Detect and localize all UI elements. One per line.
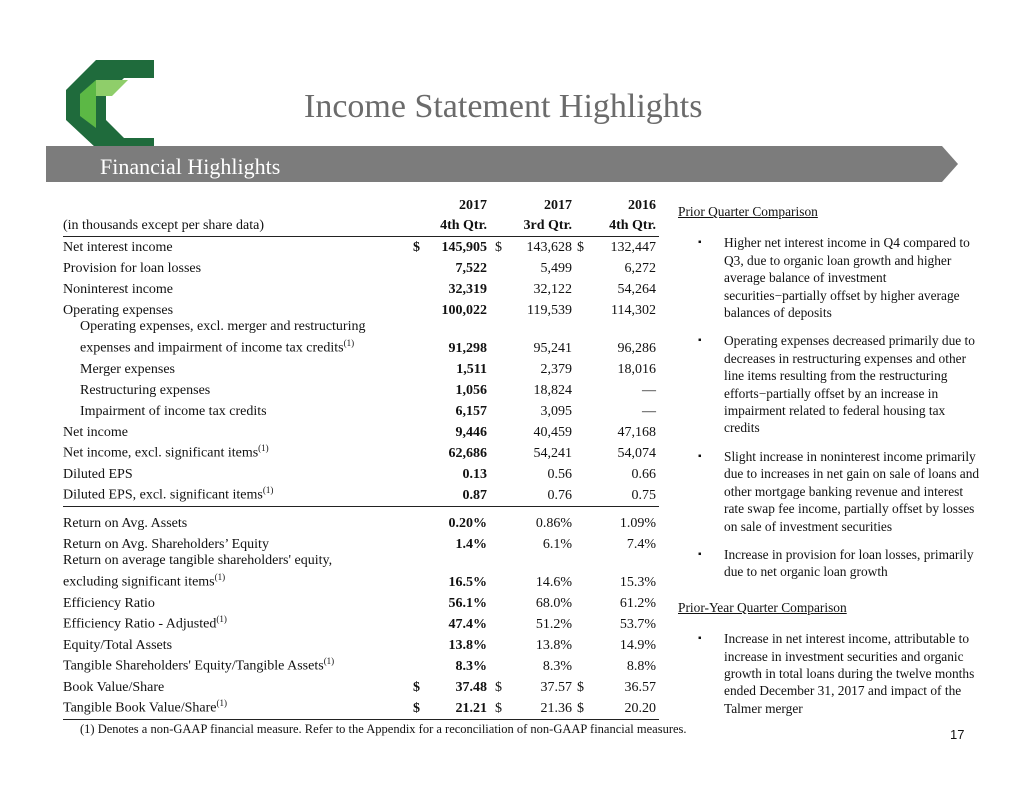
cell-value: 56.1% bbox=[448, 596, 487, 611]
row-label-text: Diluted EPS, excl. significant items bbox=[63, 488, 263, 503]
footnote-marker: (1) bbox=[216, 614, 227, 625]
footnote-marker: (1) bbox=[214, 572, 226, 583]
row-label-text: Efficiency Ratio - Adjusted bbox=[63, 617, 217, 632]
column-period: 4th Qtr. bbox=[609, 218, 656, 233]
cell-value: 1,511 bbox=[456, 362, 487, 377]
row-label bbox=[63, 552, 332, 591]
cell-value: 13.8% bbox=[535, 638, 572, 653]
bullet-text: Increase in net interest income, attributable to increase in investment securities and organic growth in total loans during the twelve months ended December 31, 2017 and impact of the Talmer merger bbox=[724, 631, 975, 716]
row-label: Noninterest income bbox=[63, 282, 174, 297]
row-label: Book Value/Share bbox=[63, 680, 165, 695]
cell-value: 32,122 bbox=[533, 282, 572, 297]
list-item bbox=[678, 448, 982, 535]
section-banner-title: Financial Highlights bbox=[100, 154, 281, 179]
cell-value: 40,459 bbox=[533, 425, 572, 440]
cell-value: 2,379 bbox=[540, 362, 572, 377]
table-row bbox=[63, 279, 659, 300]
table-row bbox=[63, 513, 659, 534]
row-label-text: Net income, excl. significant items bbox=[63, 446, 259, 461]
cell-value: 0.87 bbox=[462, 488, 487, 503]
currency-symbol: $ bbox=[577, 240, 584, 255]
prior-year-heading: Prior-Year Quarter Comparison bbox=[678, 599, 847, 615]
units-label: (in thousands except per share data) bbox=[63, 218, 264, 233]
currency-symbol: $ bbox=[413, 240, 420, 255]
cell-value: 8.8% bbox=[626, 659, 656, 674]
cell-value: 0.86% bbox=[535, 516, 572, 531]
cell-value: 96,286 bbox=[617, 341, 656, 356]
footnote-marker: (1) bbox=[262, 485, 274, 496]
cell-value: 37.48 bbox=[455, 680, 487, 695]
table-row bbox=[63, 359, 659, 380]
cell-value: 16.5% bbox=[448, 575, 487, 590]
row-label-line: Return on average tangible shareholders' equity, bbox=[63, 553, 333, 569]
cell-value: 37.57 bbox=[540, 680, 572, 695]
cell-value: — bbox=[642, 404, 656, 419]
page-number: 17 bbox=[950, 727, 965, 742]
cell-value: 0.20% bbox=[448, 516, 487, 531]
cell-value: 6,272 bbox=[624, 261, 656, 276]
cell-value: 95,241 bbox=[533, 341, 572, 356]
cell-value: — bbox=[642, 383, 656, 398]
cell-value: 15.3% bbox=[619, 575, 656, 590]
cell-value: 61.2% bbox=[619, 596, 656, 611]
bullet-icon: ▪ bbox=[698, 548, 702, 560]
table-row bbox=[63, 614, 659, 635]
table-header-periods bbox=[63, 216, 659, 237]
row-label-text: Tangible Book Value/Share bbox=[63, 701, 217, 716]
financial-highlights-table bbox=[63, 196, 659, 720]
cell-value: 47,168 bbox=[617, 425, 656, 440]
row-label bbox=[63, 482, 273, 504]
prior-quarter-heading: Prior Quarter Comparison bbox=[678, 204, 818, 219]
table-row bbox=[63, 485, 659, 507]
row-label bbox=[63, 653, 334, 675]
cell-value: 3,095 bbox=[540, 404, 572, 419]
row-label: Restructuring expenses bbox=[80, 383, 211, 398]
cell-value: 47.4% bbox=[448, 617, 487, 632]
cell-value: 6,157 bbox=[455, 404, 487, 419]
bullet-icon: ▪ bbox=[698, 633, 702, 645]
cell-value: 114,302 bbox=[611, 303, 656, 318]
row-label: Diluted EPS bbox=[63, 467, 133, 482]
cell-value: 0.66 bbox=[631, 467, 656, 482]
cell-value: 8.3% bbox=[542, 659, 572, 674]
row-label-line: expenses and impairment of income tax credits bbox=[80, 341, 344, 356]
table-row bbox=[63, 237, 659, 258]
row-label: Impairment of income tax credits bbox=[80, 404, 267, 419]
table-row bbox=[63, 321, 659, 359]
cell-value: 51.2% bbox=[535, 617, 572, 632]
row-label: Return on Avg. Assets bbox=[63, 516, 188, 531]
column-year: 2017 bbox=[544, 198, 572, 213]
cell-value: 13.8% bbox=[448, 638, 487, 653]
table-row bbox=[63, 656, 659, 677]
cell-value: 1,056 bbox=[455, 383, 487, 398]
row-label: Equity/Total Assets bbox=[63, 638, 173, 653]
row-label-line: Operating expenses, excl. merger and restructuring bbox=[80, 319, 366, 335]
cell-value: 5,499 bbox=[540, 261, 572, 276]
cell-value: 20.20 bbox=[624, 701, 656, 716]
cell-value: 0.75 bbox=[631, 488, 656, 503]
commentary-panel bbox=[678, 203, 982, 728]
column-period: 3rd Qtr. bbox=[523, 218, 572, 233]
row-label: Net income bbox=[63, 425, 128, 440]
cell-value: 1.09% bbox=[619, 516, 656, 531]
cell-value: 54,241 bbox=[533, 446, 572, 461]
column-period: 4th Qtr. bbox=[440, 218, 487, 233]
row-label: Net interest income bbox=[63, 240, 173, 255]
cell-value: 132,447 bbox=[610, 240, 656, 255]
cell-value: 21.21 bbox=[455, 701, 487, 716]
table-row bbox=[63, 401, 659, 422]
cell-value: 68.0% bbox=[535, 596, 572, 611]
cell-value: 91,298 bbox=[448, 341, 487, 356]
row-label: Merger expenses bbox=[80, 362, 175, 377]
cell-value: 6.1% bbox=[542, 537, 572, 552]
bullet-text: Operating expenses decreased primarily due to decreases in restructuring expenses and other line items resulting from the restructuring efforts−partially offset by an increase in impairment related to federal housing tax credits bbox=[724, 333, 975, 436]
footnote-marker: (1) bbox=[258, 443, 269, 454]
currency-symbol: $ bbox=[577, 680, 584, 695]
bullet-icon: ▪ bbox=[698, 335, 702, 347]
column-year: 2016 bbox=[628, 198, 656, 213]
cell-value: 0.56 bbox=[547, 467, 572, 482]
currency-symbol: $ bbox=[413, 680, 420, 695]
cell-value: 14.9% bbox=[619, 638, 656, 653]
table-row bbox=[63, 698, 659, 720]
row-label bbox=[63, 440, 269, 462]
currency-symbol: $ bbox=[495, 680, 502, 695]
column-year: 2017 bbox=[459, 198, 487, 213]
currency-symbol: $ bbox=[495, 240, 502, 255]
bullet-text: Slight increase in noninterest income primarily due to increases in net gain on sale of loans and other mortgage banking revenue and interest rate swap fee income, partially offset by losses on sale of investment securities bbox=[724, 448, 980, 534]
row-label: Provision for loan losses bbox=[63, 261, 202, 276]
bullet-text: Increase in provision for loan losses, primarily due to net organic loan growth bbox=[724, 546, 974, 580]
table-row bbox=[63, 258, 659, 279]
footnote-marker: (1) bbox=[216, 698, 228, 709]
row-label: Efficiency Ratio bbox=[63, 596, 155, 611]
cell-value: 54,264 bbox=[617, 282, 656, 297]
table-row bbox=[63, 555, 659, 593]
cell-value: 53.7% bbox=[619, 617, 656, 632]
cell-value: 0.13 bbox=[462, 467, 487, 482]
row-label bbox=[63, 611, 227, 633]
cell-value: 14.6% bbox=[535, 575, 572, 590]
cell-value: 0.76 bbox=[547, 488, 572, 503]
row-label bbox=[80, 318, 365, 357]
table-header-years bbox=[63, 196, 659, 216]
cell-value: 7.4% bbox=[626, 537, 656, 552]
cell-value: 62,686 bbox=[448, 446, 487, 461]
bullet-icon: ▪ bbox=[698, 237, 702, 249]
currency-symbol: $ bbox=[577, 701, 584, 716]
cell-value: 21.36 bbox=[540, 701, 572, 716]
row-label-text: Tangible Shareholders' Equity/Tangible Assets bbox=[63, 659, 324, 674]
list-item bbox=[678, 630, 982, 717]
row-label bbox=[63, 695, 227, 717]
list-item bbox=[678, 332, 982, 436]
row-label: Operating expenses bbox=[63, 303, 174, 318]
cell-value: 119,539 bbox=[527, 303, 572, 318]
bullet-text: Higher net interest income in Q4 compared to Q3, due to organic loan growth and higher average balance of investment securities−partially offset by higher average balances of deposits bbox=[724, 235, 970, 321]
cell-value: 32,319 bbox=[448, 282, 487, 297]
table-row bbox=[63, 380, 659, 401]
cell-value: 18,824 bbox=[533, 383, 572, 398]
cell-value: 9,446 bbox=[455, 425, 487, 440]
bullet-icon: ▪ bbox=[698, 450, 702, 462]
list-item bbox=[678, 234, 982, 321]
footnote-marker: (1) bbox=[323, 656, 335, 667]
cell-value: 145,905 bbox=[441, 240, 487, 255]
cell-value: 54,074 bbox=[617, 446, 656, 461]
cell-value: 8.3% bbox=[455, 659, 487, 674]
cell-value: 100,022 bbox=[441, 303, 487, 318]
cell-value: 1.4% bbox=[455, 537, 487, 552]
currency-symbol: $ bbox=[413, 701, 420, 716]
company-logo-icon bbox=[66, 60, 154, 148]
footnote-marker: (1) bbox=[343, 338, 355, 349]
footnote: (1) Denotes a non-GAAP financial measure. Refer to the Appendix for a reconciliation of non-GAAP financial measures. bbox=[80, 722, 687, 736]
list-item bbox=[678, 546, 982, 581]
currency-symbol: $ bbox=[495, 701, 502, 716]
row-label: Return on Avg. Shareholders’ Equity bbox=[63, 537, 269, 552]
cell-value: 7,522 bbox=[455, 261, 487, 276]
page-title: Income Statement Highlights bbox=[304, 88, 703, 125]
table-row bbox=[63, 443, 659, 464]
cell-value: 143,628 bbox=[526, 240, 572, 255]
row-label-line: excluding significant items bbox=[63, 575, 215, 590]
cell-value: 18,016 bbox=[617, 362, 656, 377]
cell-value: 36.57 bbox=[624, 680, 656, 695]
